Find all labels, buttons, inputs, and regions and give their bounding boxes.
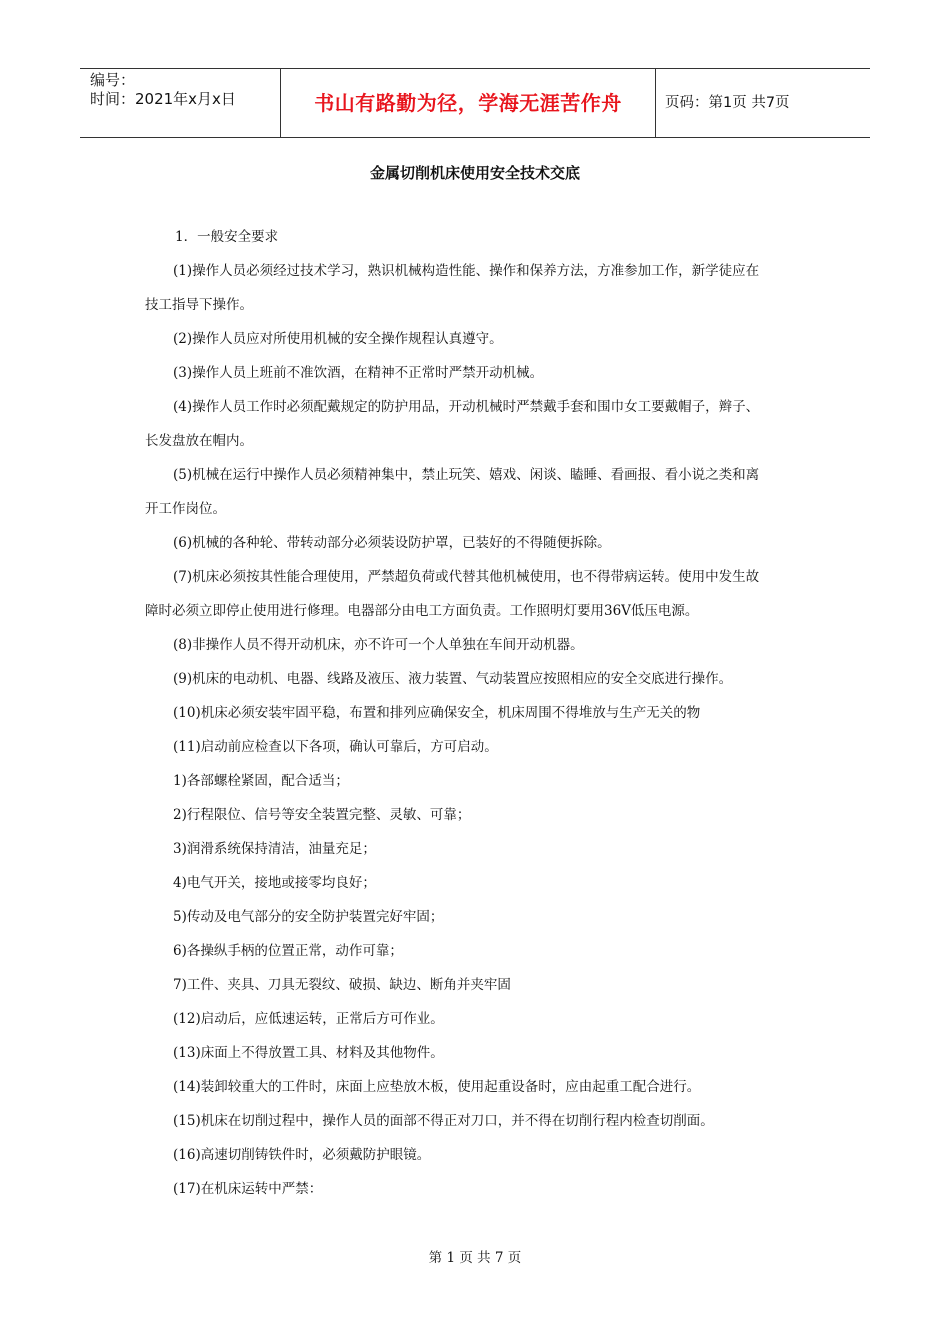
- check-item-6: 6)各操纵手柄的位置正常，动作可靠；: [173, 943, 403, 959]
- document-time-label: 时间：2021年x月x日: [90, 90, 236, 108]
- paragraph-16: (16)高速切削铸铁件时，必须戴防护眼镜。: [173, 1147, 431, 1163]
- paragraph-6: (6)机械的各种轮、带转动部分必须装设防护罩，已装好的不得随便拆除。: [173, 535, 611, 551]
- header-motto: 书山有路勤为径，学海无涯苦作舟: [314, 91, 622, 115]
- paragraph-5-cont: 开工作岗位。: [145, 501, 226, 517]
- paragraph-8: (8)非操作人员不得开动机床，亦不许可一个人单独在车间开动机器。: [173, 637, 584, 653]
- paragraph-10: (10)机床必须安装牢固平稳，布置和排列应确保安全，机床周围不得堆放与生产无关的物: [173, 705, 701, 721]
- paragraph-17: (17)在机床运转中严禁：: [173, 1181, 323, 1197]
- check-item-5: 5)传动及电气部分的安全防护装置完好牢固；: [173, 909, 444, 925]
- document-number-label: 编号：: [90, 71, 136, 89]
- paragraph-13: (13)床面上不得放置工具、材料及其他物件。: [173, 1045, 444, 1061]
- paragraph-9: (9)机床的电动机、电器、线路及液压、液力装置、气动装置应按照相应的安全交底进行操作。: [173, 671, 733, 687]
- document-body: [145, 220, 805, 1206]
- paragraph-2: (2)操作人员应对所使用机械的安全操作规程认真遵守。: [173, 331, 503, 347]
- check-item-3: 3)润滑系统保持清洁，油量充足；: [173, 841, 376, 857]
- check-item-4: 4)电气开关，接地或接零均良好；: [173, 875, 376, 891]
- header-page-info: 页码：第1页 共7页: [665, 95, 790, 111]
- paragraph-4-cont: 长发盘放在帽内。: [145, 433, 253, 449]
- document-title: 金属切削机床使用安全技术交底: [369, 164, 580, 182]
- check-item-7: 7)工件、夹具、刀具无裂纹、破损、缺边、断角并夹牢固: [173, 977, 511, 993]
- paragraph-12: (12)启动后，应低速运转，正常后方可作业。: [173, 1011, 444, 1027]
- header-motto-cell: [280, 69, 656, 137]
- header-page-cell: [655, 69, 870, 137]
- paragraph-7: (7)机床必须按其性能合理使用，严禁超负荷或代替其他机械使用，也不得带病运转。使用中发生故: [173, 569, 760, 585]
- paragraph-4: (4)操作人员工作时必须配戴规定的防护用品，开动机械时严禁戴手套和围巾女工要戴帽子，辫子、: [173, 399, 760, 415]
- section-heading: 1．一般安全要求: [175, 229, 279, 245]
- paragraph-5: (5)机械在运行中操作人员必须精神集中，禁止玩笑、嬉戏、闲谈、瞌睡、看画报、看小说之类和离: [173, 467, 760, 483]
- paragraph-15: (15)机床在切削过程中，操作人员的面部不得正对刀口，并不得在切削行程内检查切削面。: [173, 1113, 714, 1129]
- paragraph-1-cont: 技工指导下操作。: [145, 297, 253, 313]
- document-header: [80, 68, 870, 138]
- page-footer: 第 1 页 共 7 页: [428, 1250, 522, 1266]
- paragraph-7-cont: 障时必须立即停止使用进行修理。电器部分由电工方面负责。工作照明灯要用36V低压电源。: [145, 603, 699, 619]
- paragraph-1: (1)操作人员必须经过技术学习，熟识机械构造性能、操作和保养方法，方准参加工作，新学徒应在: [173, 263, 760, 279]
- paragraph-14: (14)装卸较重大的工件时，床面上应垫放木板，使用起重设备时，应由起重工配合进行。: [173, 1079, 701, 1095]
- check-item-1: 1)各部螺栓紧固，配合适当；: [173, 773, 349, 789]
- check-item-2: 2)行程限位、信号等安全装置完整、灵敏、可靠；: [173, 807, 471, 823]
- header-meta: [80, 69, 280, 137]
- paragraph-3: (3)操作人员上班前不准饮酒，在精神不正常时严禁开动机械。: [173, 365, 544, 381]
- paragraph-11: (11)启动前应检查以下各项，确认可靠后，方可启动。: [173, 739, 498, 755]
